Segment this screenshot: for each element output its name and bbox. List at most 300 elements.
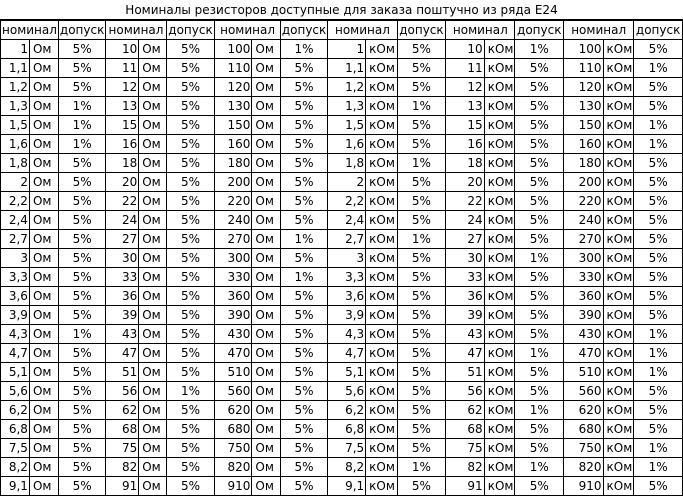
tolerance-cell: 5% xyxy=(634,249,683,268)
nominal-value-cell: 3,9 xyxy=(1,306,30,325)
tolerance-cell: 1% xyxy=(634,344,683,363)
table-row xyxy=(1,40,683,59)
tolerance-cell: 5% xyxy=(515,306,564,325)
nominal-value-cell: 4,3 xyxy=(1,325,30,344)
tolerance-cell: 5% xyxy=(280,249,327,268)
tolerance-cell: 5% xyxy=(58,40,105,59)
unit-cell: Ом xyxy=(252,135,280,154)
tolerance-cell: 5% xyxy=(166,249,215,268)
header-row xyxy=(1,21,683,40)
nominal-value-cell: 120 xyxy=(215,78,252,97)
unit-cell: Ом xyxy=(29,135,58,154)
tolerance-cell: 5% xyxy=(515,154,564,173)
tolerance-cell: 5% xyxy=(166,287,215,306)
table-row xyxy=(1,287,683,306)
nominal-value-cell: 11 xyxy=(106,59,139,78)
nominal-value-cell: 27 xyxy=(106,230,139,249)
tolerance-cell: 1% xyxy=(58,116,105,135)
unit-cell: Ом xyxy=(139,306,166,325)
unit-cell: Ом xyxy=(252,363,280,382)
unit-cell: Ом xyxy=(252,173,280,192)
nominal-value-cell: 1,1 xyxy=(328,59,366,78)
header-nominal: номинал xyxy=(328,21,397,40)
unit-cell: кОм xyxy=(366,230,397,249)
nominal-value-cell: 7,5 xyxy=(1,439,30,458)
tolerance-cell: 5% xyxy=(515,97,564,116)
table-row xyxy=(1,59,683,78)
tolerance-cell: 5% xyxy=(280,363,327,382)
nominal-value-cell: 200 xyxy=(215,173,252,192)
unit-cell: кОм xyxy=(603,287,634,306)
nominal-value-cell: 200 xyxy=(564,173,603,192)
nominal-value-cell: 680 xyxy=(215,420,252,439)
nominal-value-cell: 390 xyxy=(215,306,252,325)
table-row xyxy=(1,344,683,363)
unit-cell: Ом xyxy=(29,116,58,135)
nominal-value-cell: 100 xyxy=(564,40,603,59)
nominal-value-cell: 1,2 xyxy=(328,78,366,97)
unit-cell: Ом xyxy=(139,135,166,154)
nominal-value-cell: 2 xyxy=(1,173,30,192)
nominal-value-cell: 220 xyxy=(215,192,252,211)
tolerance-cell: 5% xyxy=(280,382,327,401)
table-row xyxy=(1,135,683,154)
nominal-value-cell: 620 xyxy=(215,401,252,420)
tolerance-cell: 5% xyxy=(634,230,683,249)
unit-cell: кОм xyxy=(603,116,634,135)
table-row xyxy=(1,249,683,268)
nominal-value-cell: 12 xyxy=(446,78,484,97)
tolerance-cell: 5% xyxy=(58,401,105,420)
unit-cell: кОм xyxy=(484,192,515,211)
unit-cell: Ом xyxy=(29,344,58,363)
tolerance-cell: 5% xyxy=(58,78,105,97)
unit-cell: Ом xyxy=(139,325,166,344)
nominal-value-cell: 3,6 xyxy=(1,287,30,306)
unit-cell: кОм xyxy=(603,211,634,230)
tolerance-cell: 5% xyxy=(58,230,105,249)
nominal-value-cell: 4,7 xyxy=(1,344,30,363)
nominal-value-cell: 27 xyxy=(446,230,484,249)
unit-cell: кОм xyxy=(484,477,515,496)
nominal-value-cell: 300 xyxy=(215,249,252,268)
table-row xyxy=(1,192,683,211)
tolerance-cell: 1% xyxy=(58,97,105,116)
nominal-value-cell: 43 xyxy=(446,325,484,344)
unit-cell: кОм xyxy=(366,344,397,363)
nominal-value-cell: 2,2 xyxy=(1,192,30,211)
tolerance-cell: 1% xyxy=(397,458,446,477)
nominal-value-cell: 2,2 xyxy=(328,192,366,211)
nominal-value-cell: 270 xyxy=(564,230,603,249)
nominal-value-cell: 5,6 xyxy=(328,382,366,401)
tolerance-cell: 5% xyxy=(515,477,564,496)
header-tolerance: допуск xyxy=(166,21,215,40)
unit-cell: Ом xyxy=(29,439,58,458)
nominal-value-cell: 15 xyxy=(106,116,139,135)
unit-cell: кОм xyxy=(366,287,397,306)
unit-cell: Ом xyxy=(252,230,280,249)
unit-cell: Ом xyxy=(29,59,58,78)
unit-cell: кОм xyxy=(484,306,515,325)
tolerance-cell: 5% xyxy=(280,325,327,344)
tolerance-cell: 1% xyxy=(397,230,446,249)
unit-cell: Ом xyxy=(139,249,166,268)
tolerance-cell: 5% xyxy=(634,287,683,306)
tolerance-cell: 5% xyxy=(515,135,564,154)
tolerance-cell: 5% xyxy=(515,325,564,344)
unit-cell: Ом xyxy=(29,382,58,401)
unit-cell: кОм xyxy=(603,230,634,249)
unit-cell: кОм xyxy=(366,249,397,268)
nominal-value-cell: 110 xyxy=(564,59,603,78)
unit-cell: Ом xyxy=(139,173,166,192)
nominal-value-cell: 2,4 xyxy=(1,211,30,230)
unit-cell: кОм xyxy=(366,97,397,116)
tolerance-cell: 5% xyxy=(58,458,105,477)
unit-cell: кОм xyxy=(484,325,515,344)
tolerance-cell: 5% xyxy=(280,135,327,154)
tolerance-cell: 5% xyxy=(58,59,105,78)
tolerance-cell: 5% xyxy=(166,477,215,496)
tolerance-cell: 5% xyxy=(397,211,446,230)
tolerance-cell: 5% xyxy=(397,420,446,439)
tolerance-cell: 5% xyxy=(166,306,215,325)
nominal-value-cell: 24 xyxy=(446,211,484,230)
nominal-value-cell: 51 xyxy=(446,363,484,382)
nominal-value-cell: 68 xyxy=(446,420,484,439)
tolerance-cell: 5% xyxy=(397,192,446,211)
unit-cell: кОм xyxy=(484,230,515,249)
header-nominal: номинал xyxy=(1,21,59,40)
unit-cell: кОм xyxy=(484,401,515,420)
tolerance-cell: 5% xyxy=(397,325,446,344)
tolerance-cell: 1% xyxy=(397,154,446,173)
tolerance-cell: 5% xyxy=(166,211,215,230)
unit-cell: Ом xyxy=(252,211,280,230)
unit-cell: кОм xyxy=(603,154,634,173)
unit-cell: Ом xyxy=(252,154,280,173)
nominal-value-cell: 1,8 xyxy=(1,154,30,173)
tolerance-cell: 5% xyxy=(397,306,446,325)
tolerance-cell: 5% xyxy=(166,59,215,78)
tolerance-cell: 5% xyxy=(397,40,446,59)
tolerance-cell: 5% xyxy=(280,211,327,230)
nominal-value-cell: 1,6 xyxy=(1,135,30,154)
unit-cell: Ом xyxy=(29,249,58,268)
header-tolerance: допуск xyxy=(280,21,327,40)
tolerance-cell: 1% xyxy=(515,40,564,59)
nominal-value-cell: 100 xyxy=(215,40,252,59)
tolerance-cell: 5% xyxy=(515,192,564,211)
unit-cell: кОм xyxy=(366,173,397,192)
table-row xyxy=(1,363,683,382)
tolerance-cell: 5% xyxy=(397,249,446,268)
tolerance-cell: 5% xyxy=(634,154,683,173)
nominal-value-cell: 9,1 xyxy=(328,477,366,496)
nominal-value-cell: 56 xyxy=(446,382,484,401)
tolerance-cell: 5% xyxy=(397,173,446,192)
unit-cell: кОм xyxy=(484,78,515,97)
tolerance-cell: 5% xyxy=(58,287,105,306)
tolerance-cell: 5% xyxy=(280,420,327,439)
unit-cell: Ом xyxy=(252,249,280,268)
nominal-value-cell: 22 xyxy=(106,192,139,211)
nominal-value-cell: 240 xyxy=(215,211,252,230)
tolerance-cell: 5% xyxy=(280,439,327,458)
nominal-value-cell: 270 xyxy=(215,230,252,249)
nominal-value-cell: 18 xyxy=(446,154,484,173)
unit-cell: кОм xyxy=(484,439,515,458)
unit-cell: Ом xyxy=(139,154,166,173)
nominal-value-cell: 11 xyxy=(446,59,484,78)
unit-cell: кОм xyxy=(366,477,397,496)
tolerance-cell: 5% xyxy=(397,477,446,496)
tolerance-cell: 5% xyxy=(58,306,105,325)
nominal-value-cell: 330 xyxy=(564,268,603,287)
tolerance-cell: 5% xyxy=(58,477,105,496)
tolerance-cell: 5% xyxy=(397,439,446,458)
unit-cell: кОм xyxy=(366,382,397,401)
tolerance-cell: 1% xyxy=(515,344,564,363)
unit-cell: кОм xyxy=(484,344,515,363)
tolerance-cell: 5% xyxy=(634,306,683,325)
nominal-value-cell: 15 xyxy=(446,116,484,135)
unit-cell: кОм xyxy=(484,382,515,401)
unit-cell: кОм xyxy=(366,401,397,420)
nominal-value-cell: 24 xyxy=(106,211,139,230)
nominal-value-cell: 33 xyxy=(106,268,139,287)
tolerance-cell: 5% xyxy=(280,116,327,135)
tolerance-cell: 5% xyxy=(166,78,215,97)
tolerance-cell: 5% xyxy=(515,116,564,135)
unit-cell: кОм xyxy=(484,420,515,439)
tolerance-cell: 5% xyxy=(280,458,327,477)
nominal-value-cell: 430 xyxy=(564,325,603,344)
unit-cell: кОм xyxy=(603,363,634,382)
nominal-value-cell: 68 xyxy=(106,420,139,439)
table-row xyxy=(1,420,683,439)
tolerance-cell: 5% xyxy=(280,344,327,363)
unit-cell: Ом xyxy=(29,458,58,477)
unit-cell: Ом xyxy=(139,268,166,287)
nominal-value-cell: 120 xyxy=(564,78,603,97)
tolerance-cell: 1% xyxy=(166,382,215,401)
nominal-value-cell: 6,2 xyxy=(1,401,30,420)
tolerance-cell: 5% xyxy=(166,439,215,458)
unit-cell: кОм xyxy=(484,211,515,230)
unit-cell: Ом xyxy=(252,325,280,344)
nominal-value-cell: 160 xyxy=(564,135,603,154)
unit-cell: Ом xyxy=(29,97,58,116)
unit-cell: Ом xyxy=(29,154,58,173)
tolerance-cell: 5% xyxy=(166,192,215,211)
unit-cell: кОм xyxy=(603,135,634,154)
unit-cell: кОм xyxy=(484,249,515,268)
unit-cell: кОм xyxy=(603,59,634,78)
tolerance-cell: 5% xyxy=(166,40,215,59)
tolerance-cell: 5% xyxy=(397,382,446,401)
unit-cell: кОм xyxy=(366,306,397,325)
tolerance-cell: 5% xyxy=(634,97,683,116)
nominal-value-cell: 2,4 xyxy=(328,211,366,230)
nominal-value-cell: 7,5 xyxy=(328,439,366,458)
unit-cell: Ом xyxy=(139,97,166,116)
nominal-value-cell: 300 xyxy=(564,249,603,268)
unit-cell: Ом xyxy=(139,116,166,135)
unit-cell: кОм xyxy=(484,40,515,59)
unit-cell: кОм xyxy=(603,249,634,268)
table-row xyxy=(1,78,683,97)
tolerance-cell: 1% xyxy=(634,363,683,382)
unit-cell: кОм xyxy=(603,458,634,477)
nominal-value-cell: 680 xyxy=(564,420,603,439)
tolerance-cell: 1% xyxy=(634,135,683,154)
unit-cell: Ом xyxy=(252,97,280,116)
unit-cell: кОм xyxy=(603,344,634,363)
unit-cell: Ом xyxy=(29,477,58,496)
unit-cell: Ом xyxy=(139,40,166,59)
tolerance-cell: 5% xyxy=(634,173,683,192)
unit-cell: кОм xyxy=(484,154,515,173)
nominal-value-cell: 82 xyxy=(446,458,484,477)
header-tolerance: допуск xyxy=(634,21,683,40)
unit-cell: Ом xyxy=(29,211,58,230)
unit-cell: Ом xyxy=(252,287,280,306)
nominal-value-cell: 3 xyxy=(328,249,366,268)
unit-cell: кОм xyxy=(366,78,397,97)
unit-cell: кОм xyxy=(484,59,515,78)
nominal-value-cell: 47 xyxy=(106,344,139,363)
tolerance-cell: 5% xyxy=(515,420,564,439)
unit-cell: Ом xyxy=(252,420,280,439)
unit-cell: Ом xyxy=(139,287,166,306)
unit-cell: Ом xyxy=(139,401,166,420)
tolerance-cell: 5% xyxy=(58,420,105,439)
tolerance-cell: 1% xyxy=(280,230,327,249)
tolerance-cell: 5% xyxy=(515,287,564,306)
unit-cell: Ом xyxy=(252,477,280,496)
tolerance-cell: 5% xyxy=(397,59,446,78)
table-row xyxy=(1,268,683,287)
unit-cell: Ом xyxy=(252,78,280,97)
unit-cell: Ом xyxy=(139,211,166,230)
tolerance-cell: 5% xyxy=(280,477,327,496)
unit-cell: кОм xyxy=(366,363,397,382)
nominal-value-cell: 470 xyxy=(564,344,603,363)
nominal-value-cell: 36 xyxy=(106,287,139,306)
nominal-value-cell: 1,2 xyxy=(1,78,30,97)
nominal-value-cell: 43 xyxy=(106,325,139,344)
nominal-value-cell: 130 xyxy=(564,97,603,116)
unit-cell: кОм xyxy=(603,477,634,496)
nominal-value-cell: 5,6 xyxy=(1,382,30,401)
unit-cell: Ом xyxy=(139,458,166,477)
tolerance-cell: 5% xyxy=(280,59,327,78)
tolerance-cell: 1% xyxy=(515,458,564,477)
tolerance-cell: 5% xyxy=(634,268,683,287)
nominal-value-cell: 5,1 xyxy=(1,363,30,382)
tolerance-cell: 5% xyxy=(280,192,327,211)
tolerance-cell: 5% xyxy=(397,287,446,306)
nominal-value-cell: 1 xyxy=(328,40,366,59)
tolerance-cell: 5% xyxy=(58,439,105,458)
table-row xyxy=(1,97,683,116)
unit-cell: кОм xyxy=(603,40,634,59)
unit-cell: кОм xyxy=(484,363,515,382)
nominal-value-cell: 240 xyxy=(564,211,603,230)
tolerance-cell: 1% xyxy=(58,325,105,344)
nominal-value-cell: 82 xyxy=(106,458,139,477)
nominal-value-cell: 390 xyxy=(564,306,603,325)
nominal-value-cell: 360 xyxy=(564,287,603,306)
tolerance-cell: 5% xyxy=(397,344,446,363)
unit-cell: кОм xyxy=(603,192,634,211)
nominal-value-cell: 22 xyxy=(446,192,484,211)
unit-cell: Ом xyxy=(29,306,58,325)
table-row xyxy=(1,382,683,401)
nominal-value-cell: 180 xyxy=(564,154,603,173)
nominal-value-cell: 91 xyxy=(446,477,484,496)
nominal-value-cell: 470 xyxy=(215,344,252,363)
unit-cell: кОм xyxy=(366,40,397,59)
tolerance-cell: 5% xyxy=(280,78,327,97)
unit-cell: Ом xyxy=(29,325,58,344)
nominal-value-cell: 160 xyxy=(215,135,252,154)
tolerance-cell: 1% xyxy=(397,97,446,116)
tolerance-cell: 5% xyxy=(166,135,215,154)
unit-cell: Ом xyxy=(139,344,166,363)
tolerance-cell: 5% xyxy=(280,173,327,192)
header-nominal: номинал xyxy=(215,21,281,40)
nominal-value-cell: 560 xyxy=(564,382,603,401)
nominal-value-cell: 62 xyxy=(106,401,139,420)
tolerance-cell: 5% xyxy=(166,116,215,135)
nominal-value-cell: 75 xyxy=(106,439,139,458)
unit-cell: кОм xyxy=(366,135,397,154)
table-row xyxy=(1,401,683,420)
nominal-value-cell: 430 xyxy=(215,325,252,344)
nominal-value-cell: 3,9 xyxy=(328,306,366,325)
unit-cell: кОм xyxy=(603,306,634,325)
tolerance-cell: 5% xyxy=(58,173,105,192)
unit-cell: кОм xyxy=(366,116,397,135)
unit-cell: кОм xyxy=(484,116,515,135)
tolerance-cell: 1% xyxy=(634,116,683,135)
nominal-value-cell: 4,3 xyxy=(328,325,366,344)
nominal-value-cell: 13 xyxy=(446,97,484,116)
unit-cell: кОм xyxy=(603,173,634,192)
tolerance-cell: 5% xyxy=(280,306,327,325)
unit-cell: кОм xyxy=(484,97,515,116)
header-tolerance: допуск xyxy=(58,21,105,40)
tolerance-cell: 5% xyxy=(166,420,215,439)
tolerance-cell: 5% xyxy=(280,401,327,420)
nominal-value-cell: 3,3 xyxy=(1,268,30,287)
tolerance-cell: 5% xyxy=(397,116,446,135)
tolerance-cell: 5% xyxy=(58,382,105,401)
unit-cell: Ом xyxy=(252,382,280,401)
nominal-value-cell: 180 xyxy=(215,154,252,173)
nominal-value-cell: 20 xyxy=(106,173,139,192)
tolerance-cell: 1% xyxy=(634,439,683,458)
unit-cell: кОм xyxy=(366,154,397,173)
tolerance-cell: 5% xyxy=(166,363,215,382)
tolerance-cell: 5% xyxy=(166,230,215,249)
nominal-value-cell: 1 xyxy=(1,40,30,59)
tolerance-cell: 5% xyxy=(515,59,564,78)
unit-cell: Ом xyxy=(139,439,166,458)
